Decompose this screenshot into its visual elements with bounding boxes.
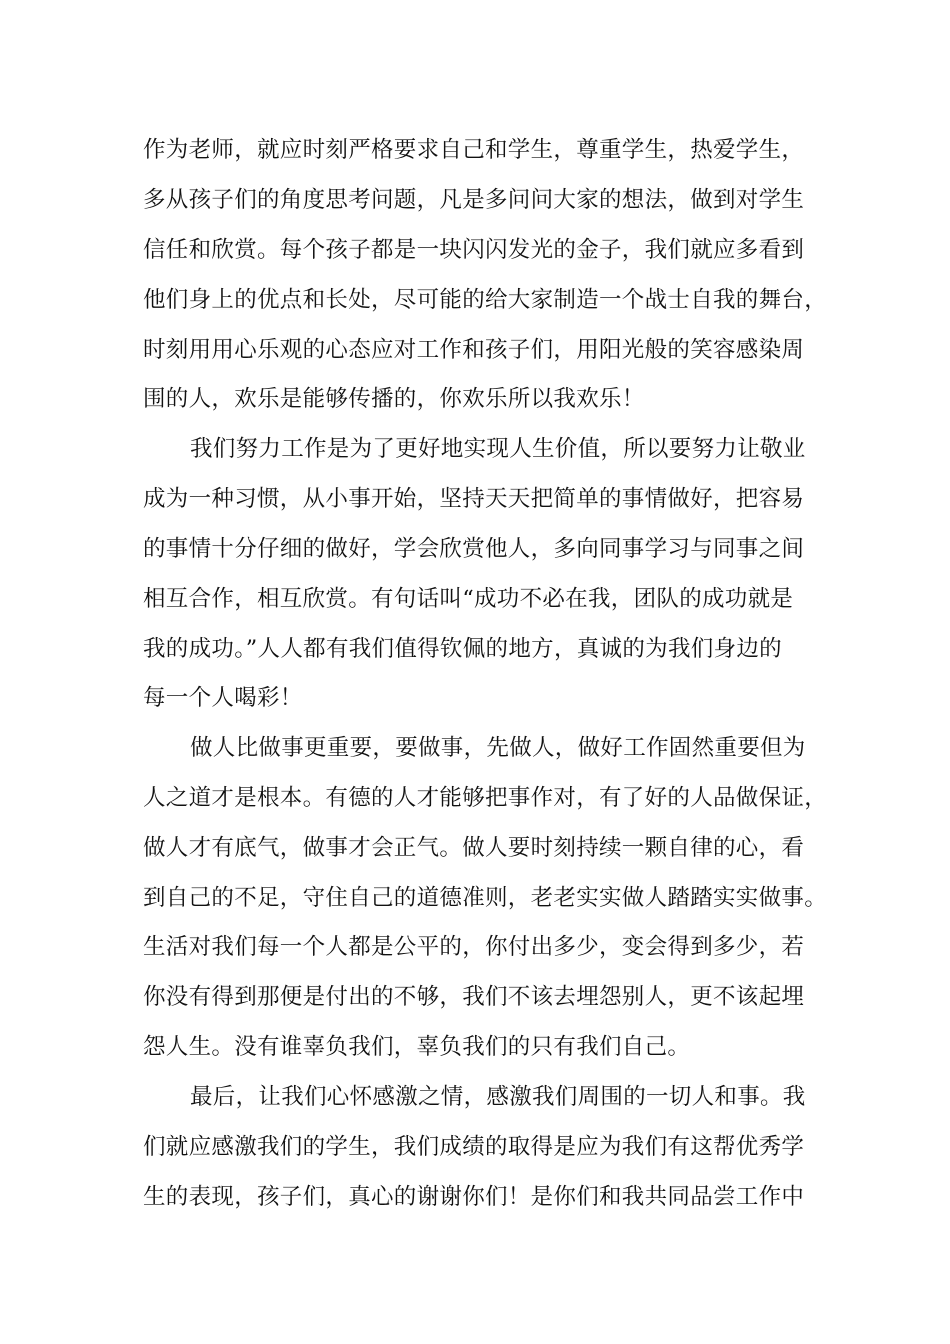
text-line: 作为老师，就应时刻严格要求自己和学生，尊重学生，热爱学生，	[143, 137, 805, 163]
text-line: 你没有得到那便是付出的不够，我们不该去埋怨别人，更不该起埋	[143, 984, 805, 1010]
text-line: 信任和欣赏。每个孩子都是一块闪闪发光的金子，我们就应多看到	[143, 237, 805, 263]
text-line: 的事情十分仔细的做好，学会欣赏他人，多向同事学习与同事之间	[143, 536, 805, 562]
text-line: 时刻用用心乐观的心态应对工作和孩子们，用阳光般的笑容感染周	[143, 337, 805, 363]
paragraph-first-line: 做人比做事更重要，要做事，先做人，做好工作固然重要但为	[190, 735, 806, 761]
text-line: 成为一种习惯，从小事开始，坚持天天把简单的事情做好，把容易	[143, 486, 805, 512]
text-line: 怨人生。没有谁辜负我们，辜负我们的只有我们自己。	[143, 1034, 691, 1060]
text-line: 做人才有底气，做事才会正气。做人要时刻持续一颗自律的心，看	[143, 835, 805, 861]
text-line: 人之道才是根本。有德的人才能够把事作对，有了好的人品做保证，	[143, 785, 828, 811]
text-line: 我的成功。”人人都有我们值得钦佩的地方，真诚的为我们身边的	[143, 636, 782, 662]
text-line: 相互合作，相互欣赏。有句话叫“成功不必在我，团队的成功就是	[143, 586, 794, 612]
paragraph-first-line: 最后，让我们心怀感激之情，感激我们周围的一切人和事。我	[190, 1084, 806, 1110]
text-line: 他们身上的优点和长处，尽可能的给大家制造一个战士自我的舞台，	[143, 287, 828, 313]
text-line: 围的人，欢乐是能够传播的，你欢乐所以我欢乐！	[143, 386, 645, 412]
text-line: 到自己的不足，守住自己的道德准则，老老实实做人踏踏实实做事。	[143, 885, 828, 911]
paragraph-first-line: 我们努力工作是为了更好地实现人生价值，所以要努力让敬业	[190, 436, 806, 462]
text-line: 生活对我们每一个人都是公平的，你付出多少，变会得到多少，若	[143, 934, 805, 960]
text-line: 们就应感激我们的学生，我们成绩的取得是应为我们有这帮优秀学	[143, 1134, 805, 1160]
text-line: 生的表现，孩子们，真心的谢谢你们！是你们和我共同品尝工作中	[143, 1184, 805, 1210]
text-line: 每一个人喝彩！	[143, 685, 303, 711]
text-line: 多从孩子们的角度思考问题，凡是多问问大家的想法，做到对学生	[143, 187, 805, 213]
